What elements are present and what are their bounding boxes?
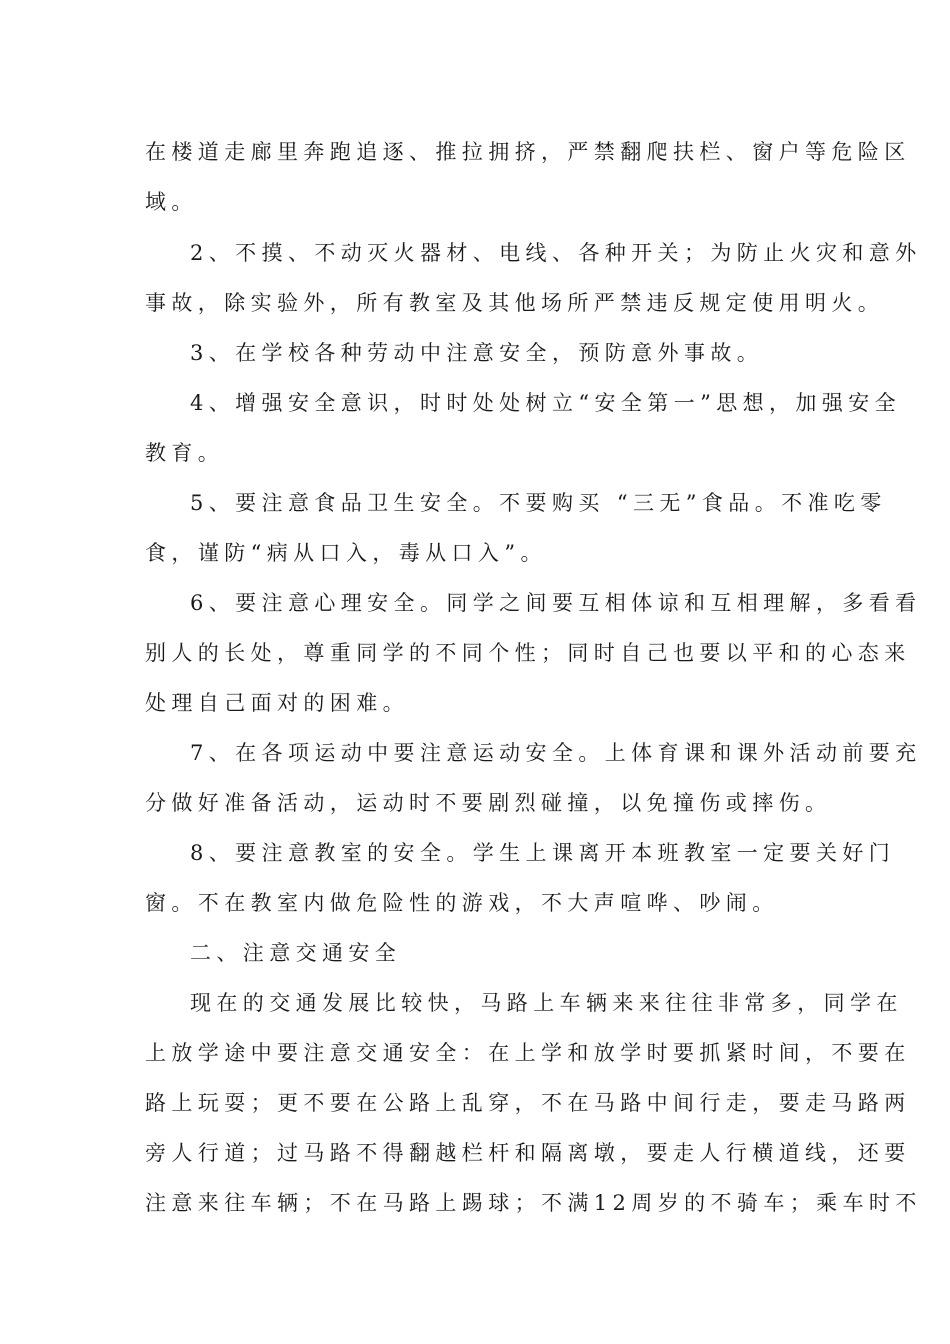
text-line: 教育。 [145, 441, 225, 465]
text-line: 5、要注意食品卫生安全。不要购买 “三无”食品。不准吃零 [190, 491, 887, 515]
text-line: 现在的交通发展比较快，马路上车辆来来往往非常多，同学在 [190, 991, 903, 1015]
text-line: 域。 [145, 190, 198, 214]
text-line: 旁人行道；过马路不得翻越栏杆和隔离墩，要走人行横道线，还要 [145, 1141, 911, 1165]
text-line: 在楼道走廊里奔跑追逐、推拉拥挤，严禁翻爬扶栏、窗户等危险区 [145, 140, 911, 164]
section-heading: 二、注意交通安全 [190, 941, 402, 965]
text-line: 上放学途中要注意交通安全：在上学和放学时要抓紧时间，不要在 [145, 1041, 911, 1065]
text-line: 别人的长处，尊重同学的不同个性；同时自己也要以平和的心态来 [145, 641, 911, 665]
text-line: 路上玩耍；更不要在公路上乱穿，不在马路中间行走，要走马路两 [145, 1091, 911, 1115]
text-line: 4、增强安全意识，时时处处树立“安全第一”思想，加强安全 [190, 391, 902, 415]
text-line: 分做好准备活动，运动时不要剧烈碰撞，以免撞伤或摔伤。 [145, 791, 832, 815]
text-line: 2、不摸、不动灭火器材、电线、各种开关；为防止火灾和意外 [190, 241, 922, 265]
text-line: 食，谨防“病从口入，毒从口入”。 [145, 541, 547, 565]
text-line: 3、在学校各种劳动中注意安全，预防意外事故。 [190, 341, 764, 365]
text-line: 窗。不在教室内做危险性的游戏，不大声喧哗、吵闹。 [145, 891, 779, 915]
text-line: 注意来往车辆；不在马路上踢球；不满12周岁的不骑车；乘车时不 [145, 1191, 922, 1215]
text-line: 6、要注意心理安全。同学之间要互相体谅和互相理解，多看看 [190, 591, 922, 615]
text-line: 7、在各项运动中要注意运动安全。上体育课和课外活动前要充 [190, 741, 922, 765]
text-line: 事故，除实验外，所有教室及其他场所严禁违反规定使用明火。 [145, 291, 885, 315]
text-line: 处理自己面对的困难。 [145, 691, 409, 715]
text-line: 8、要注意教室的安全。学生上课离开本班教室一定要关好门 [190, 841, 896, 865]
